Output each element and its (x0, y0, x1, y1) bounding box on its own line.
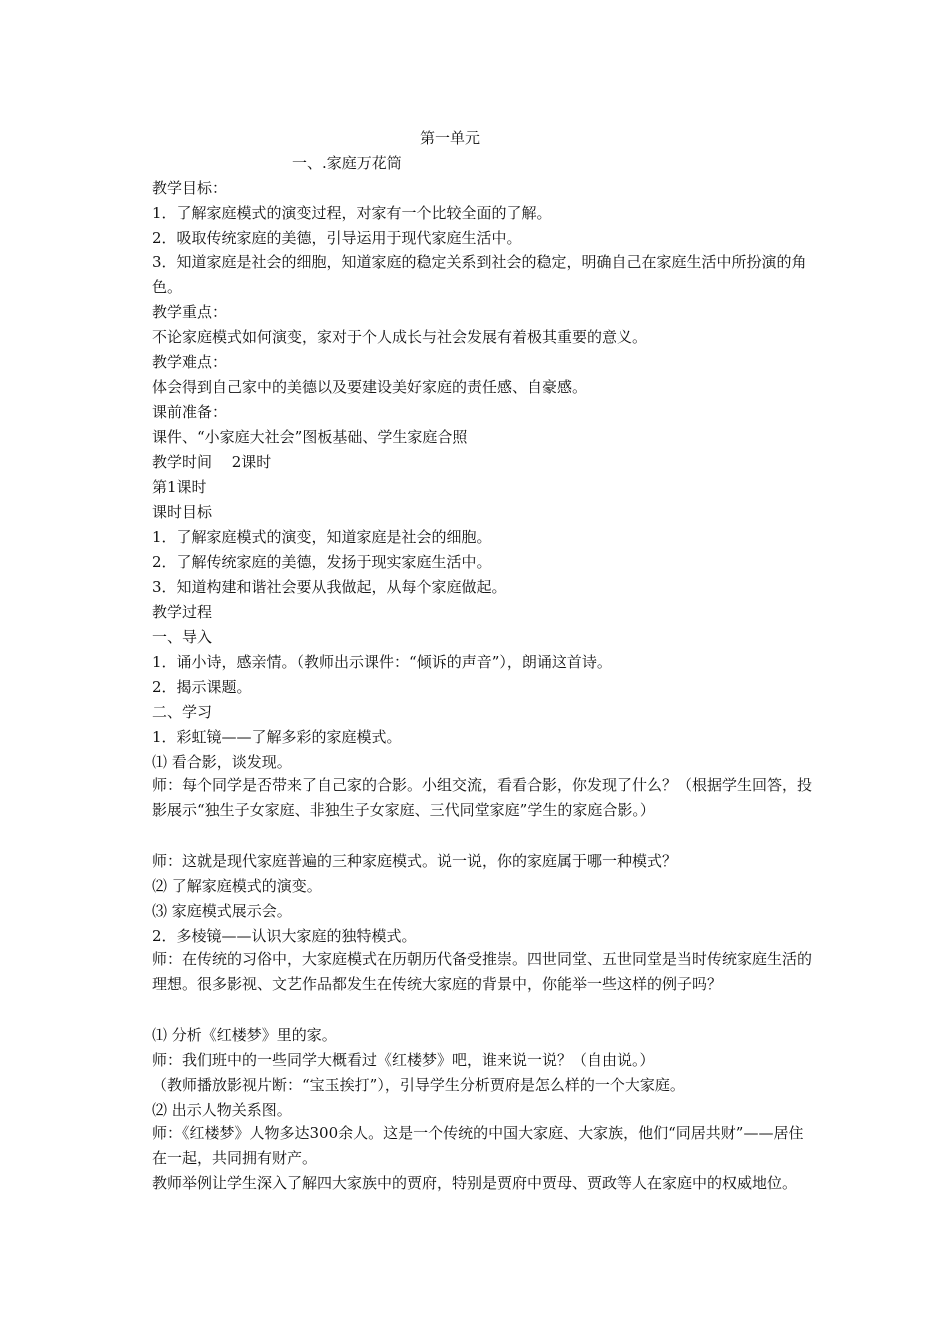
paragraph: ⑴ 看合影，谈发现。 (152, 753, 292, 771)
paragraph: 1．彩虹镜——了解多彩的家庭模式。 (152, 728, 402, 746)
section-heading-difficulties: 教学难点： (152, 353, 228, 371)
section-heading-key-points: 教学重点： (152, 303, 228, 321)
section-heading-objectives: 教学目标： (152, 179, 228, 197)
paragraph: 师：每个同学是否带来了自己家的合影。小组交流，看看合影，你发现了什么？（根据学生回答，投影展示“独生子女家庭、非独生子女家庭、三代同堂家庭”学生的家庭合影。） (152, 776, 813, 819)
section-heading-preparation: 课前准备： (152, 403, 228, 421)
paragraph: 1．了解家庭模式的演变过程，对家有一个比较全面的了解。 (152, 204, 552, 222)
paragraph: 1．了解家庭模式的演变，知道家庭是社会的细胞。 (152, 528, 492, 546)
paragraph: 3．知道家庭是社会的细胞，知道家庭的稳定关系到社会的稳定，明确自己在家庭生活中所扮演的角色。 (152, 253, 807, 296)
section-heading-study: 二、学习 (152, 703, 213, 721)
paragraph: 2．吸取传统家庭的美德，引导运用于现代家庭生活中。 (152, 229, 522, 247)
paragraph: ⑵ 出示人物关系图。 (152, 1101, 292, 1119)
paragraph: 师：在传统的习俗中，大家庭模式在历朝历代备受推崇。四世同堂、五世同堂是当时传统家庭生活的理想。很多影视、文艺作品都发生在传统大家庭的背景中，你能举一些这样的例子吗？ (152, 950, 813, 993)
paragraph: 教学时间 2课时 (152, 453, 272, 471)
section-heading-intro: 一、导入 (152, 628, 213, 646)
paragraph: ⑴ 分析《红楼梦》里的家。 (152, 1026, 337, 1044)
paragraph: 3．知道构建和谐社会要从我做起，从每个家庭做起。 (152, 578, 507, 596)
paragraph: （教师播放影视片断：“宝玉挨打”），引导学生分析贾府是怎么样的一个大家庭。 (152, 1076, 685, 1094)
paragraph: 体会得到自己家中的美德以及要建设美好家庭的责任感、自豪感。 (152, 378, 588, 396)
section-heading-process: 教学过程 (152, 603, 213, 621)
paragraph: 不论家庭模式如何演变，家对于个人成长与社会发展有着极其重要的意义。 (152, 328, 648, 346)
section-heading-period: 第1课时 (152, 478, 207, 496)
paragraph: 师：这就是现代家庭普遍的三种家庭模式。说一说，你的家庭属于哪一种模式？ (152, 852, 678, 870)
paragraph: 师：我们班中的一些同学大概看过《红楼梦》吧，谁来说一说？（自由说。） (152, 1051, 655, 1069)
unit-title: 第一单元 (420, 129, 481, 147)
paragraph: ⑶ 家庭模式展示会。 (152, 902, 292, 920)
lesson-title: 一、.家庭万花筒 (292, 154, 402, 172)
paragraph: 课件、“小家庭大社会”图板基础、学生家庭合照 (152, 428, 468, 446)
paragraph: 1．诵小诗，感亲情。（教师出示课件：“倾诉的声音”），朗诵这首诗。 (152, 653, 612, 671)
paragraph: 2．揭示课题。 (152, 678, 252, 696)
section-heading-period-objectives: 课时目标 (152, 503, 213, 521)
paragraph: 2．多棱镜——认识大家庭的独特模式。 (152, 927, 417, 945)
paragraph: 2．了解传统家庭的美德，发扬于现实家庭生活中。 (152, 553, 492, 571)
paragraph: ⑵ 了解家庭模式的演变。 (152, 877, 322, 895)
paragraph: 教师举例让学生深入了解四大家族中的贾府，特别是贾府中贾母、贾政等人在家庭中的权威地位。 (152, 1174, 798, 1192)
paragraph: 师：《红楼梦》人物多达300余人。这是一个传统的中国大家庭、大家族，他们“同居共财”——居住在一起，共同拥有财产。 (152, 1124, 804, 1167)
